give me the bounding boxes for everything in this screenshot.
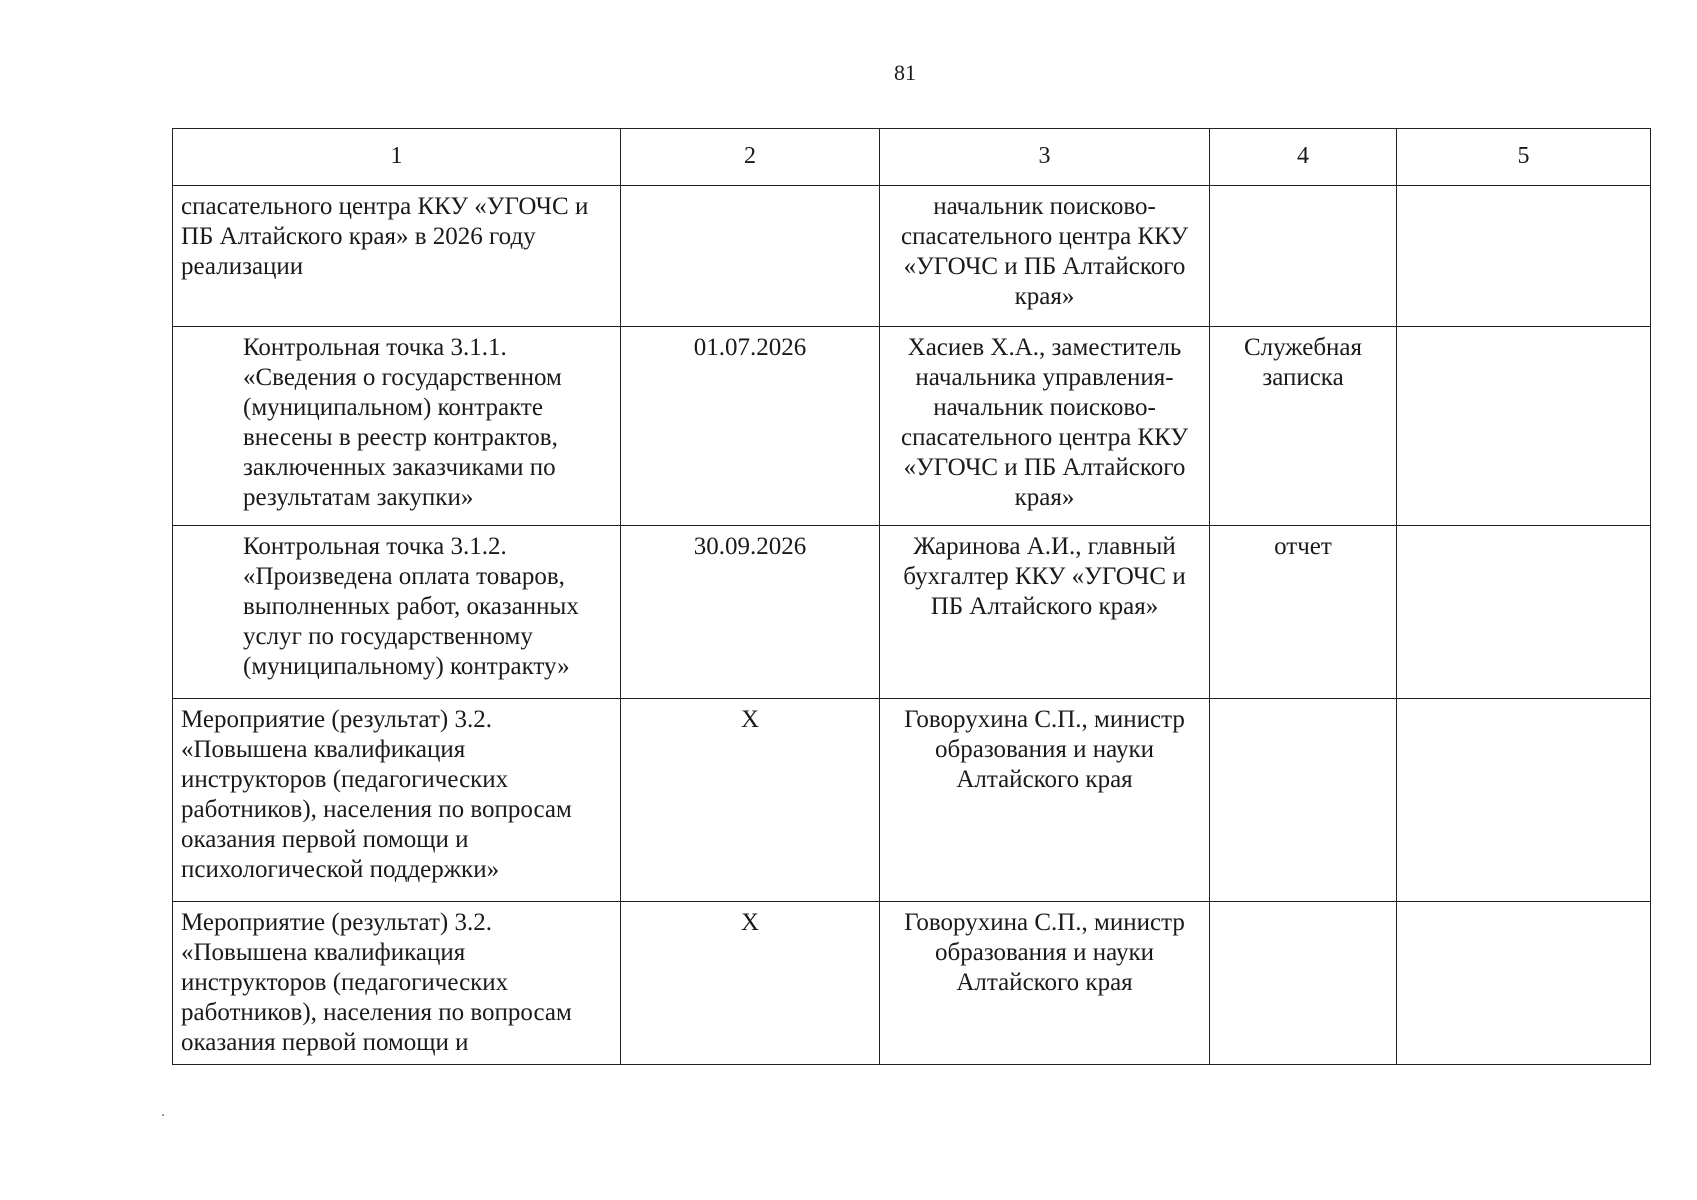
page-number: 81 — [894, 60, 916, 85]
plan-table — [172, 128, 1651, 1065]
cell-date — [621, 186, 880, 327]
cell-responsible: Говорухина С.П., министр образования и науки Алтайского края — [880, 902, 1210, 1065]
cell-event: Контрольная точка 3.1.1. «Сведения о государственном (муниципальном) контракте внесены в реестр контрактов, заключенных заказчиками по результатам закупки» — [173, 327, 621, 526]
table-header-row — [173, 129, 1651, 186]
cell-document: Служебная записка — [1210, 327, 1397, 526]
cell-document — [1210, 902, 1397, 1065]
cell-note — [1397, 327, 1651, 526]
scan-speck — [162, 1114, 164, 1116]
table-row — [173, 186, 1651, 327]
cell-responsible: Говорухина С.П., министр образования и науки Алтайского края — [880, 699, 1210, 902]
cell-event: Мероприятие (результат) 3.2. «Повышена квалификация инструкторов (педагогических работников), населения по вопросам оказания первой помощи и — [173, 902, 621, 1065]
table-row — [173, 526, 1651, 699]
cell-note — [1397, 902, 1651, 1065]
cell-date: X — [621, 699, 880, 902]
cell-document — [1210, 699, 1397, 902]
cell-event: Контрольная точка 3.1.2. «Произведена оплата товаров, выполненных работ, оказанных услуг по государственному (муниципальному) контракту» — [173, 526, 621, 699]
cell-date: X — [621, 902, 880, 1065]
header-col-4: 4 — [1210, 129, 1397, 186]
table-row — [173, 902, 1651, 1065]
cell-responsible: начальник поисково-спасательного центра ККУ «УГОЧС и ПБ Алтайского края» — [880, 186, 1210, 327]
table-row — [173, 327, 1651, 526]
cell-date: 01.07.2026 — [621, 327, 880, 526]
cell-date: 30.09.2026 — [621, 526, 880, 699]
header-col-1: 1 — [173, 129, 621, 186]
cell-document: отчет — [1210, 526, 1397, 699]
cell-note — [1397, 186, 1651, 327]
cell-event: спасательного центра ККУ «УГОЧС и ПБ Алтайского края» в 2026 году реализации — [173, 186, 621, 327]
cell-event: Мероприятие (результат) 3.2. «Повышена квалификация инструкторов (педагогических работников), населения по вопросам оказания первой помощи и психологической поддержки» — [173, 699, 621, 902]
cell-document — [1210, 186, 1397, 327]
header-col-2: 2 — [621, 129, 880, 186]
cell-note — [1397, 699, 1651, 902]
cell-responsible: Хасиев Х.А., заместитель начальника управления-начальник поисково-спасательного центра ККУ «УГОЧС и ПБ Алтайского края» — [880, 327, 1210, 526]
header-col-3: 3 — [880, 129, 1210, 186]
cell-responsible: Жаринова А.И., главный бухгалтер ККУ «УГОЧС и ПБ Алтайского края» — [880, 526, 1210, 699]
cell-note — [1397, 526, 1651, 699]
header-col-5: 5 — [1397, 129, 1651, 186]
table-row — [173, 699, 1651, 902]
